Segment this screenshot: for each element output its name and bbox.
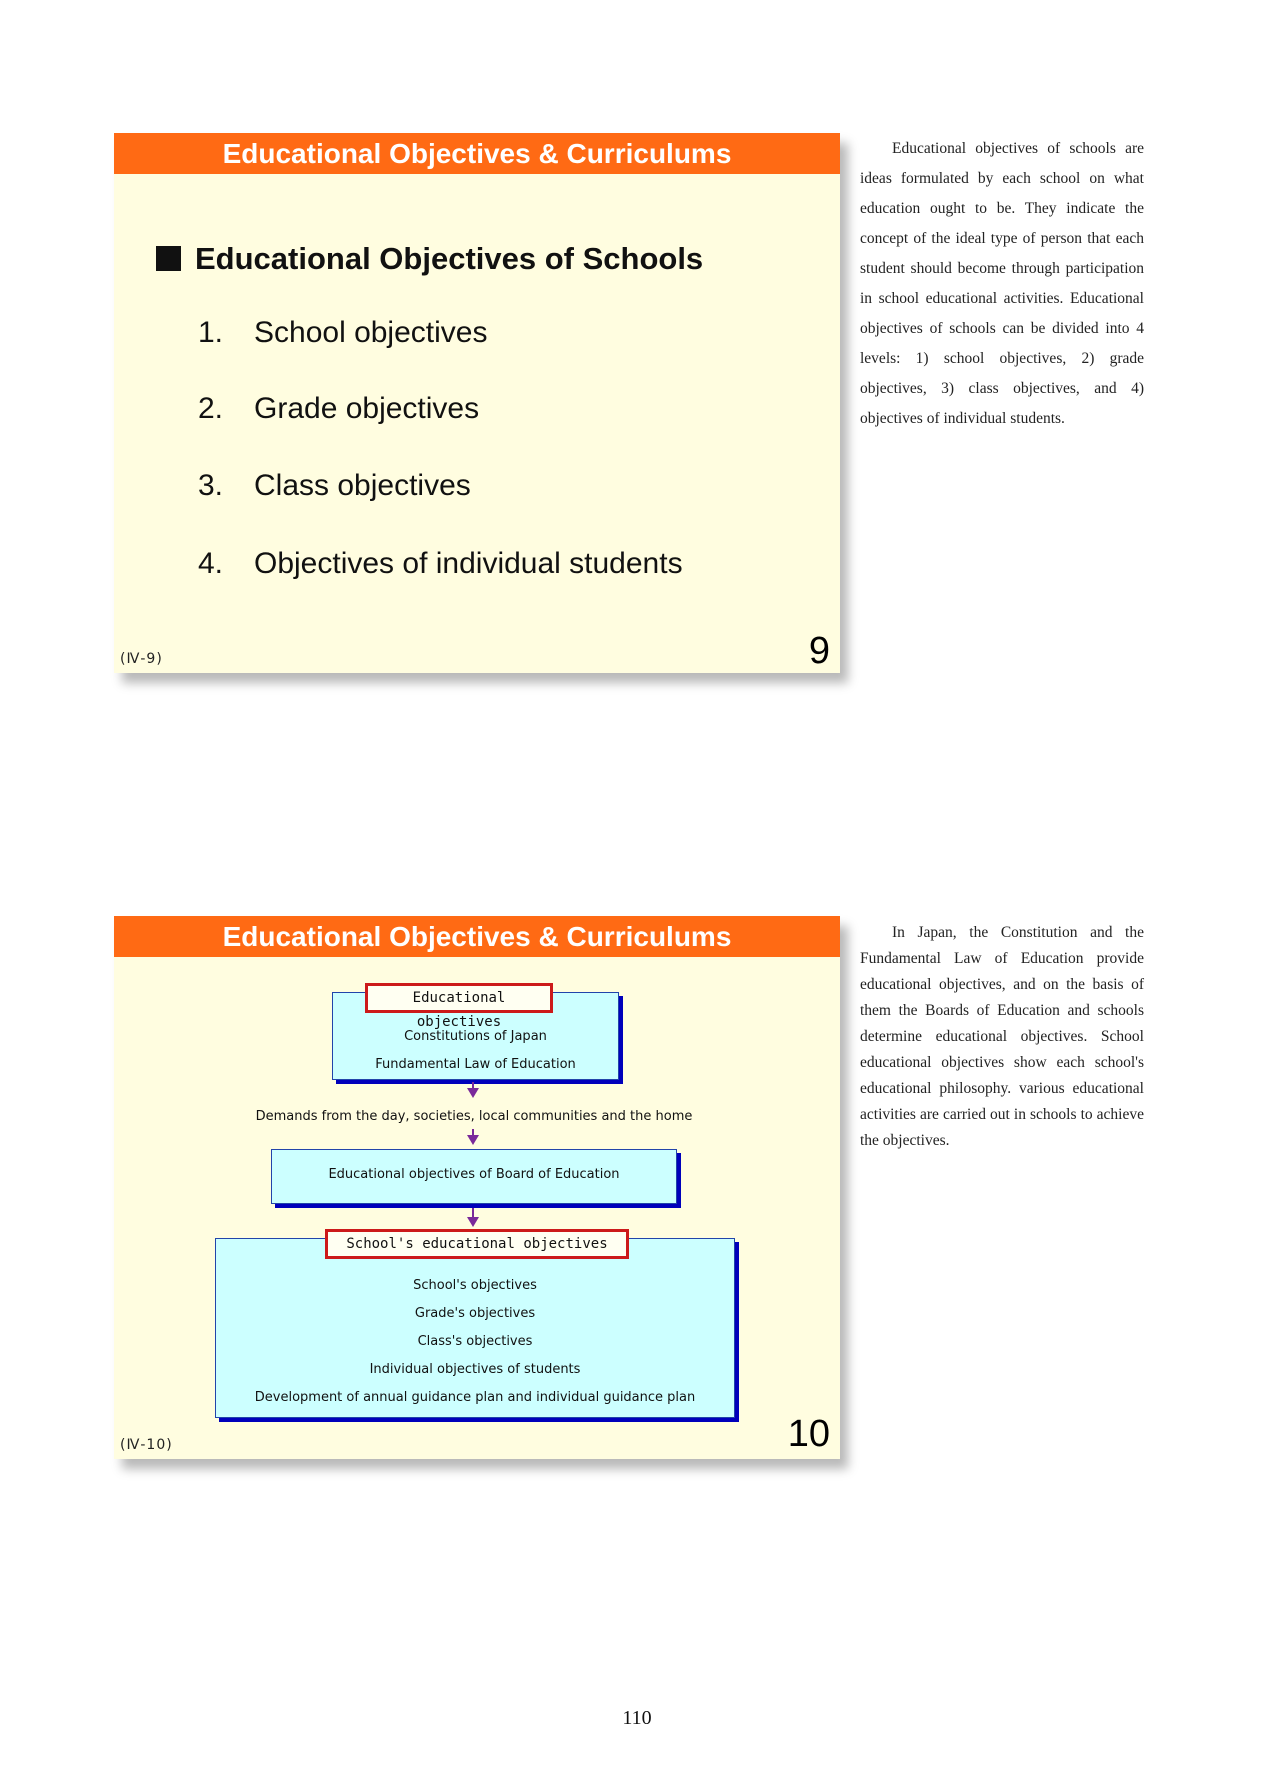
board-objectives-box [271,1149,677,1204]
down-arrow-icon [472,1129,474,1143]
box-line: Constitutions of Japan [404,1029,547,1044]
school-objectives-box [215,1238,735,1418]
slide-number: 10 [787,1413,830,1455]
list-label: Class objectives [254,469,471,502]
box-line: Individual objectives of students [369,1362,581,1377]
heading-text: Educational Objectives of Schools [195,241,704,276]
list-number: 2. [198,392,224,425]
educational-objectives-label: Educational objectives [365,983,553,1013]
box-line: School's objectives [413,1278,537,1293]
slide-1-description: Educational objectives of schools are ideas formulated by each school on what education ought to be. They indicate the concept of the ideal type of person that each student should become through participation in school educational activities. Educational objectives of schools can be divided into 4 levels: 1) school objectives, 2) grade objectives, 3) class objectives, and 4) objectives of individual students. [860,140,1144,427]
box-line: Fundamental Law of Education [375,1057,576,1072]
slide-number: 9 [808,630,830,672]
slide-heading [156,241,703,277]
slide-header: Educational Objectives & Curriculums [114,133,840,174]
slide-code: (Ⅳ-9) [120,651,163,667]
box-line: Educational objectives of Board of Education [328,1167,620,1182]
slide-2-description: In Japan, the Constitution and the Fundamental Law of Education provide educational objectives, and on the basis of them the Boards of Education and schools determine educational objectives. School educational objectives show each school's educational philosophy. various educational activities are carried out in schools to achieve the objectives. [860,924,1144,1149]
list-label: School objectives [254,316,488,349]
slide-header: Educational Objectives & Curriculums [114,916,840,957]
box-line: Development of annual guidance plan and individual guidance plan [254,1390,696,1405]
demands-text: Demands from the day, societies, local communities and the home [255,1109,693,1124]
slide-iv-9 [114,133,840,673]
list-item [198,316,487,350]
list-number: 3. [198,469,224,502]
list-label: Grade objectives [254,392,480,425]
down-arrow-icon [472,1082,474,1096]
schools-educational-objectives-label: School's educational objectives [325,1229,629,1259]
square-bullet-icon [156,246,181,271]
page-number: 110 [622,1707,652,1729]
list-item [198,547,683,581]
list-number: 4. [198,547,224,580]
down-arrow-icon [472,1208,474,1225]
list-number: 1. [198,316,224,349]
list-item [198,392,479,426]
slide-iv-10 [114,916,840,1459]
list-item [198,469,471,503]
box-line: Class's objectives [417,1334,533,1349]
list-label: Objectives of individual students [254,547,683,580]
slide-code: (Ⅳ-10) [120,1437,173,1453]
box-line: Grade's objectives [414,1306,536,1321]
